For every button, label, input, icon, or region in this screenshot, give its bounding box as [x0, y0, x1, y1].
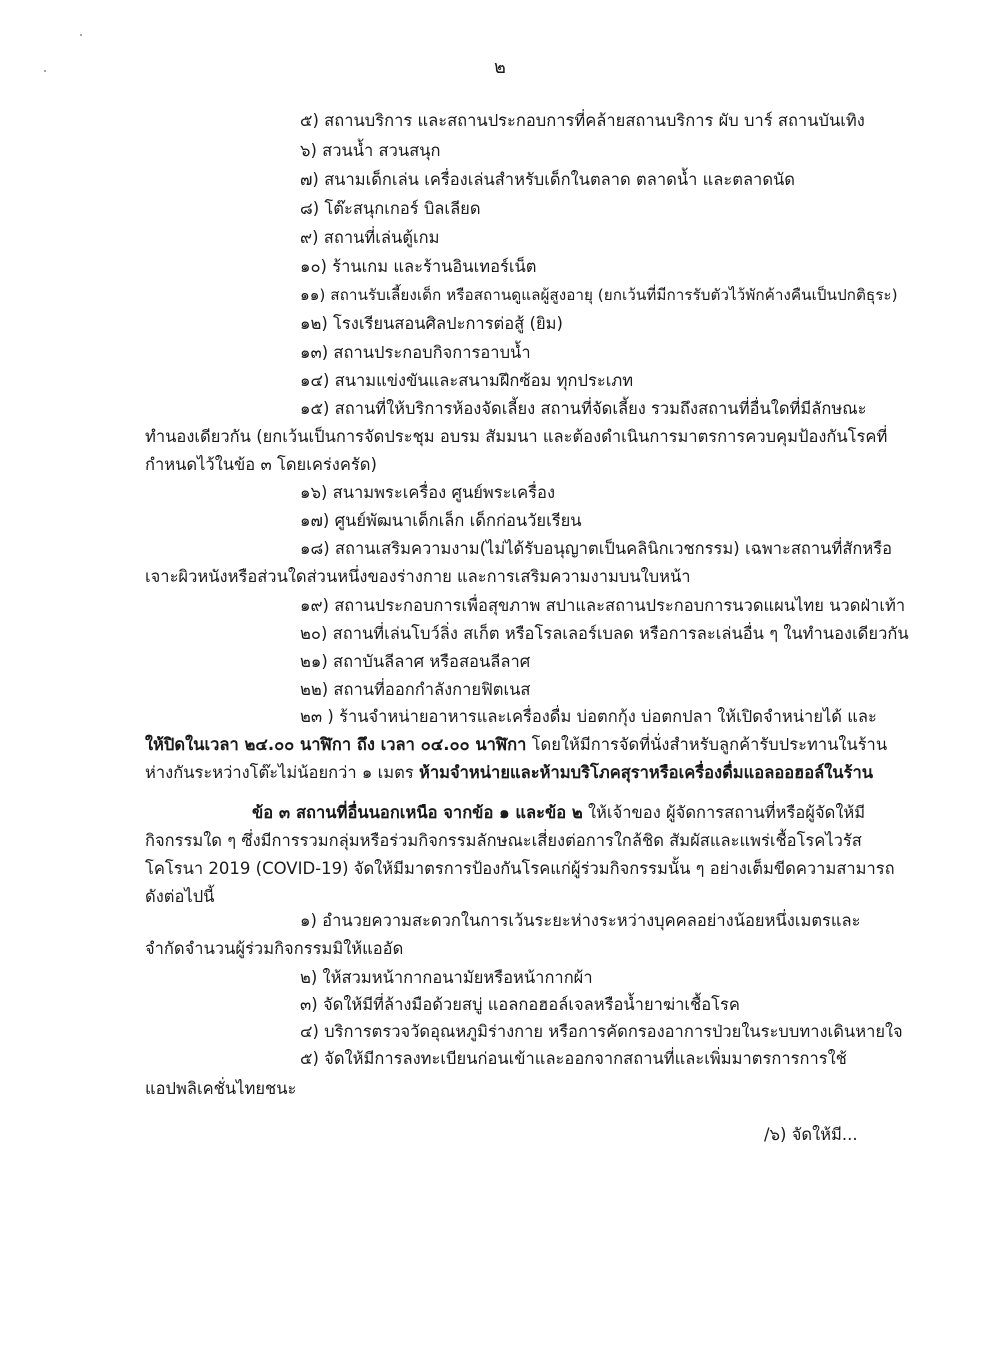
- measure-item: ๔) บริการตรวจวัดอุณหภูมิร่างกาย หรือการคัดกรองอาการป่วยในระบบทางเดินหายใจ: [300, 1022, 903, 1041]
- list-item-continued: กำหนดไว้ในข้อ ๓ โดยเคร่งครัด): [145, 455, 377, 474]
- bold-text: ให้ปิดในเวลา ๒๔.๐๐ นาฬิกา ถึง เวลา ๐๔.๐๐ นาฬิกา: [145, 735, 527, 754]
- list-item: ๙) สถานที่เล่นตู้เกม: [300, 228, 440, 247]
- scan-speck: [80, 34, 82, 36]
- bold-text: ห้ามจำหน่ายและห้ามบริโภคสุราหรือเครื่องดื่มแอลออฮอล์ในร้าน: [418, 763, 873, 782]
- clause-3-text: ดังต่อไปนี้: [145, 887, 215, 906]
- clause-heading: ข้อ ๓ สถานที่อื่นนอกเหนือ จากข้อ ๑ และข้อ ๒: [252, 803, 583, 822]
- list-item: ๒๒) สถานที่ออกกำลังกายฟิตเนส: [300, 680, 531, 699]
- page-number: ๒: [494, 57, 506, 78]
- text-span: โดยให้มีการจัดที่นั่งสำหรับลูกค้ารับประทานในร้าน: [526, 735, 888, 754]
- list-item: ๘) โต๊ะสนุกเกอร์ บิลเลียด: [300, 199, 481, 218]
- measure-item: ๕) จัดให้มีการลงทะเบียนก่อนเข้าและออกจากสถานที่และเพิ่มมาตรการการใช้: [300, 1049, 847, 1068]
- list-item: ๑๓) สถานประกอบกิจการอาบน้ำ: [300, 343, 531, 362]
- list-item-continued: [145, 734, 887, 756]
- list-item: ๑๗) ศูนย์พัฒนาเด็กเล็ก เด็กก่อนวัยเรียน: [300, 511, 582, 530]
- text-span: ห่างกันระหว่างโต๊ะไม่น้อยกว่า ๑ เมตร: [145, 763, 419, 782]
- clause-3-text: โคโรนา 2019 (COVID-19) จัดให้มีมาตรการป้องกันโรคแก่ผู้ร่วมกิจกรรมนั้น ๆ อย่างเต็มขีดความสามารถ: [145, 859, 895, 878]
- list-item: ๑๖) สนามพระเครื่อง ศูนย์พระเครื่อง: [300, 483, 556, 502]
- list-item: ๑๙) สถานประกอบการเพื่อสุขภาพ สปาและสถานประกอบการนวดแผนไทย นวดฝ่าเท้า: [300, 596, 906, 615]
- clause-3-text: กิจกรรมใด ๆ ซึ่งมีการรวมกลุ่มหรือร่วมกิจกรรมลักษณะเสี่ยงต่อการใกล้ชิด สัมผัสและแพร่เชื้อโรคไวรัส: [145, 831, 862, 850]
- text-span: ให้เจ้าของ ผู้จัดการสถานที่หรือผู้จัดให้มี: [582, 803, 866, 822]
- continuation-marker: /๖) จัดให้มี...: [764, 1125, 858, 1144]
- list-item: ๑๔) สนามแข่งขันและสนามฝึกซ้อม ทุกประเภท: [300, 371, 634, 390]
- list-item: ๒๐) สถานที่เล่นโบว์ลิ่ง สเก็ต หรือโรลเลอร์เบลด หรือการละเล่นอื่น ๆ ในทำนองเดียวกัน: [300, 624, 909, 643]
- list-item-continued: เจาะผิวหนังหรือส่วนใดส่วนหนึ่งของร่างกาย และการเสริมความงามบนใบหน้า: [145, 567, 691, 586]
- measure-item-continued: แอปพลิเคชั่นไทยชนะ: [145, 1079, 297, 1098]
- list-item: ๒๓ ) ร้านจำหน่ายอาหารและเครื่องดื่ม บ่อตกกุ้ง บ่อตกปลา ให้เปิดจำหน่ายได้ และ: [300, 707, 877, 726]
- list-item: ๕) สถานบริการ และสถานประกอบการที่คล้ายสถานบริการ ผับ บาร์ สถานบันเทิง: [300, 111, 865, 130]
- list-item: ๗) สนามเด็กเล่น เครื่องเล่นสำหรับเด็กในตลาด ตลาดน้ำ และตลาดนัด: [300, 170, 796, 189]
- list-item-continued: [145, 762, 873, 784]
- list-item-continued: ทำนองเดียวกัน (ยกเว้นเป็นการจัดประชุม อบรม สัมมนา และต้องดำเนินการมาตรการควบคุมป้องกันโรคที่: [145, 427, 888, 446]
- list-item: ๖) สวนน้ำ สวนสนุก: [300, 141, 441, 160]
- measure-item: ๒) ให้สวมหน้ากากอนามัยหรือหน้ากากผ้า: [300, 968, 593, 987]
- clause-3: [252, 802, 865, 824]
- list-item: ๑๒) โรงเรียนสอนศิลปะการต่อสู้ (ยิม): [300, 314, 563, 333]
- list-item: ๑๑) สถานรับเลี้ยงเด็ก หรือสถานดูแลผู้สูงอายุ (ยกเว้นที่มีการรับตัวไว้พักค้างคืนเป็นปกติธุระ): [300, 286, 898, 304]
- measure-item: ๑) อำนวยความสะดวกในการเว้นระยะห่างระหว่างบุคคลอย่างน้อยหนึ่งเมตรและ: [300, 911, 861, 930]
- list-item: ๑๘) สถานเสริมความงาม(ไม่ได้รับอนุญาตเป็นคลินิกเวชกรรม) เฉพาะสถานที่สักหรือ: [300, 539, 893, 558]
- list-item: ๑๕) สถานที่ให้บริการห้องจัดเลี้ยง สถานที่จัดเลี้ยง รวมถึงสถานที่อื่นใดที่มีลักษณะ: [300, 399, 867, 418]
- measure-item-continued: จำกัดจำนวนผู้ร่วมกิจกรรมมิให้แออัด: [145, 939, 404, 958]
- list-item: ๒๑) สถาบันลีลาศ หรือสอนลีลาศ: [300, 652, 531, 671]
- scan-speck: [44, 70, 46, 72]
- list-item: ๑๐) ร้านเกม และร้านอินเทอร์เน็ต: [300, 257, 537, 276]
- measure-item: ๓) จัดให้มีที่ล้างมือด้วยสบู่ แอลกอฮอล์เจลหรือน้ำยาฆ่าเชื้อโรค: [300, 995, 740, 1014]
